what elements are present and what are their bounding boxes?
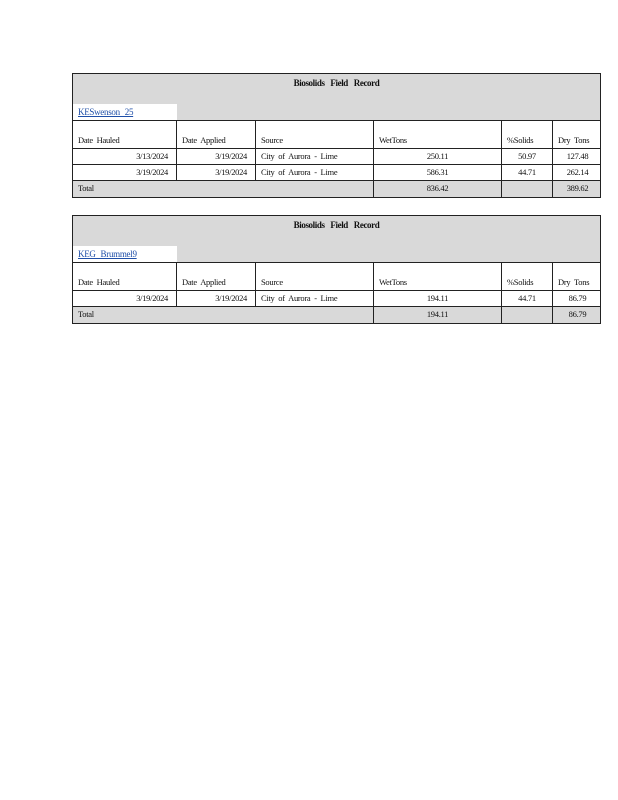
total-label: Total bbox=[78, 309, 94, 319]
total-wet-tons: 194.11 bbox=[373, 307, 501, 323]
total-dry-tons: 389.62 bbox=[552, 181, 602, 197]
cell-date-applied: 3/19/2024 bbox=[176, 291, 255, 306]
total-solids-empty bbox=[501, 181, 552, 197]
table-row bbox=[73, 165, 600, 181]
field-name-link[interactable]: KESwenson 25 bbox=[73, 104, 177, 120]
table-row bbox=[73, 291, 600, 307]
col-date-applied: Date Applied bbox=[176, 263, 255, 290]
field-record-table bbox=[72, 73, 601, 198]
col-dry-tons: Dry Tons bbox=[552, 121, 602, 148]
record-title: Biosolids Field Record bbox=[293, 78, 380, 88]
total-row bbox=[73, 181, 600, 197]
column-header-row bbox=[73, 121, 600, 149]
cell-solids: 50.97 bbox=[501, 149, 552, 164]
cell-dry-tons: 127.48 bbox=[552, 149, 602, 164]
total-dry-tons: 86.79 bbox=[552, 307, 602, 323]
col-source: Source bbox=[255, 263, 373, 290]
record-title: Biosolids Field Record bbox=[293, 220, 380, 230]
table-row bbox=[73, 149, 600, 165]
cell-date-hauled: 3/19/2024 bbox=[136, 293, 168, 303]
record-header bbox=[73, 216, 600, 263]
cell-date-hauled: 3/19/2024 bbox=[136, 167, 168, 177]
field-record-table bbox=[72, 215, 601, 324]
cell-solids: 44.71 bbox=[501, 165, 552, 180]
total-wet-tons: 836.42 bbox=[373, 181, 501, 197]
cell-solids: 44.71 bbox=[501, 291, 552, 306]
cell-wet-tons: 586.31 bbox=[373, 165, 501, 180]
cell-source: City of Aurora - Lime bbox=[255, 165, 373, 180]
col-source: Source bbox=[255, 121, 373, 148]
cell-wet-tons: 250.11 bbox=[373, 149, 501, 164]
cell-wet-tons: 194.11 bbox=[373, 291, 501, 306]
col-wet-tons: WetTons bbox=[373, 263, 501, 290]
total-row bbox=[73, 307, 600, 323]
cell-date-hauled: 3/13/2024 bbox=[136, 151, 168, 161]
col-wet-tons: WetTons bbox=[373, 121, 501, 148]
col-date-hauled: Date Hauled bbox=[78, 277, 120, 287]
cell-date-applied: 3/19/2024 bbox=[176, 149, 255, 164]
total-solids-empty bbox=[501, 307, 552, 323]
col-solids: %Solids bbox=[501, 121, 552, 148]
column-header-row bbox=[73, 263, 600, 291]
col-solids: %Solids bbox=[501, 263, 552, 290]
cell-dry-tons: 262.14 bbox=[552, 165, 602, 180]
col-dry-tons: Dry Tons bbox=[552, 263, 602, 290]
col-date-hauled: Date Hauled bbox=[78, 135, 120, 145]
field-name-link[interactable]: KEG Brummel9 bbox=[73, 246, 177, 262]
cell-dry-tons: 86.79 bbox=[552, 291, 602, 306]
cell-date-applied: 3/19/2024 bbox=[176, 165, 255, 180]
record-header bbox=[73, 74, 600, 121]
total-label: Total bbox=[78, 183, 94, 193]
cell-source: City of Aurora - Lime bbox=[255, 149, 373, 164]
cell-source: City of Aurora - Lime bbox=[255, 291, 373, 306]
col-date-applied: Date Applied bbox=[176, 121, 255, 148]
